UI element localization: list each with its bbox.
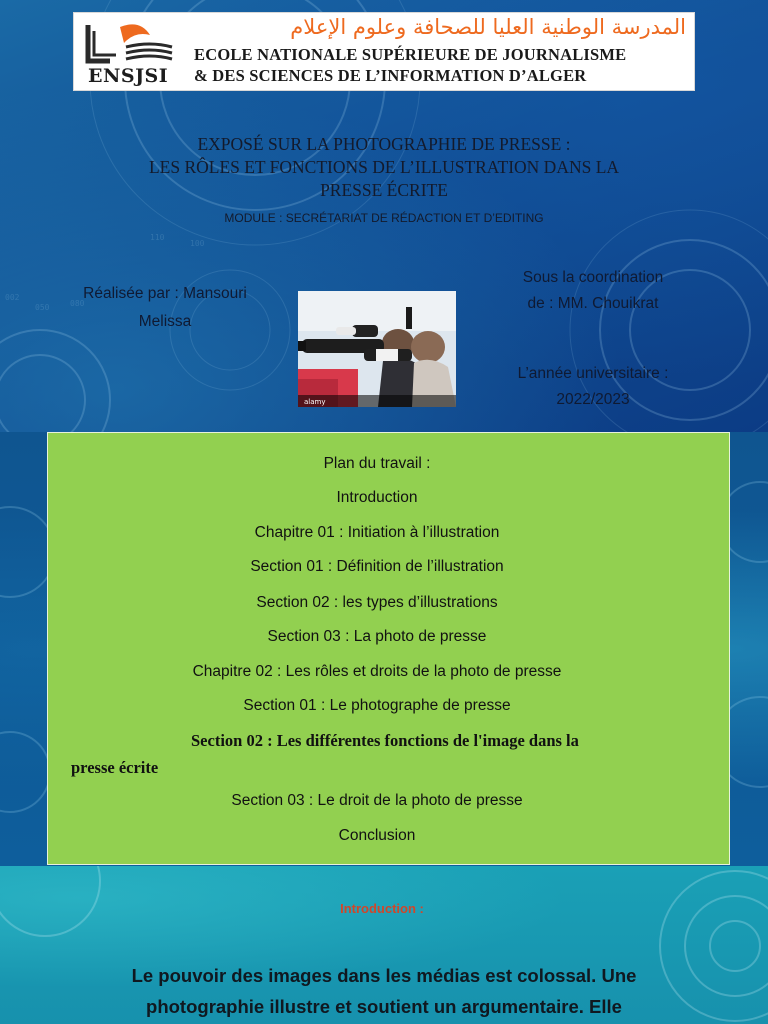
plan-item: Section 03 : La photo de presse [267,628,487,645]
introduction-slide [0,866,768,1024]
plan-item: Chapitre 02 : Les rôles et droits de la photo de presse [192,663,562,680]
introduction-line: Le pouvoir des images dans les médias est colossal. Une [131,965,637,986]
introduction-paragraph [90,960,678,1022]
coordination-line: Sous la coordination [522,269,664,286]
introduction-line: photographie illustre et soutient un argumentaire. Elle [146,996,622,1017]
module-subtitle: MODULE : SECRÉTARIAT DE RÉDACTION ET D’EDITING [224,211,544,225]
plan-item-bold: Section 02 : Les différentes fonctions de l'image dans la [191,731,579,750]
author-line: Melissa [138,313,192,330]
academic-year-label: L’année universitaire : [517,365,669,382]
plan-item: Chapitre 01 : Initiation à l’illustration [254,524,500,541]
plan-title: Plan du travail : [323,455,431,472]
logo-school-name-line1: ECOLE NATIONALE SUPÉRIEURE DE JOURNALISME [194,45,627,64]
logo-arabic-name: المدرسة الوطنية العليا للصحافة وعلوم الإعلام [290,15,686,39]
logo-school-name-line2: & DES SCIENCES DE L’INFORMATION D’ALGER [194,66,587,85]
plan-item: Section 01 : Le photographe de presse [243,697,511,714]
presentation-title [130,133,638,202]
academic-year-value: 2022/2023 [556,391,630,408]
plan-item: Section 01 : Définition de l’illustration [250,558,504,575]
svg-text:050: 050 [35,303,50,312]
plan-item: Conclusion [338,827,416,844]
plan-item-bold: presse écrite [71,758,159,777]
academic-year [495,361,691,413]
plan-item: Introduction [336,489,418,506]
coordination-line: de : MM. Chouikrat [527,295,659,312]
plan-item: Section 02 : les types d’illustrations [256,594,498,611]
title-line: LES RÔLES ET FONCTIONS DE L’ILLUSTRATION DANS LA [148,157,620,177]
title-line: EXPOSÉ SUR LA PHOTOGRAPHIE DE PRESSE : [197,134,571,154]
svg-text:100: 100 [190,239,205,248]
author-line: Réalisée par : Mansouri [83,285,247,302]
press-photographers-image [298,291,456,407]
plan-slide [0,432,768,866]
title-line: PRESSE ÉCRITE [320,180,448,200]
logo-brand-text: ENSJSI [88,65,169,87]
plan-item: Section 03 : Le droit de la photo de presse [231,792,523,809]
photographers-photo-icon [298,291,456,407]
title-slide [0,0,768,432]
introduction-heading: Introduction : [340,901,424,916]
work-plan-box [47,432,730,865]
svg-text:alamy: alamy [304,398,326,406]
svg-text:080: 080 [70,299,85,308]
svg-text:110: 110 [150,233,165,242]
coordination-credit [495,265,691,317]
svg-text:002: 002 [5,293,20,302]
school-logo-banner [73,12,695,91]
author-credit [60,280,270,336]
